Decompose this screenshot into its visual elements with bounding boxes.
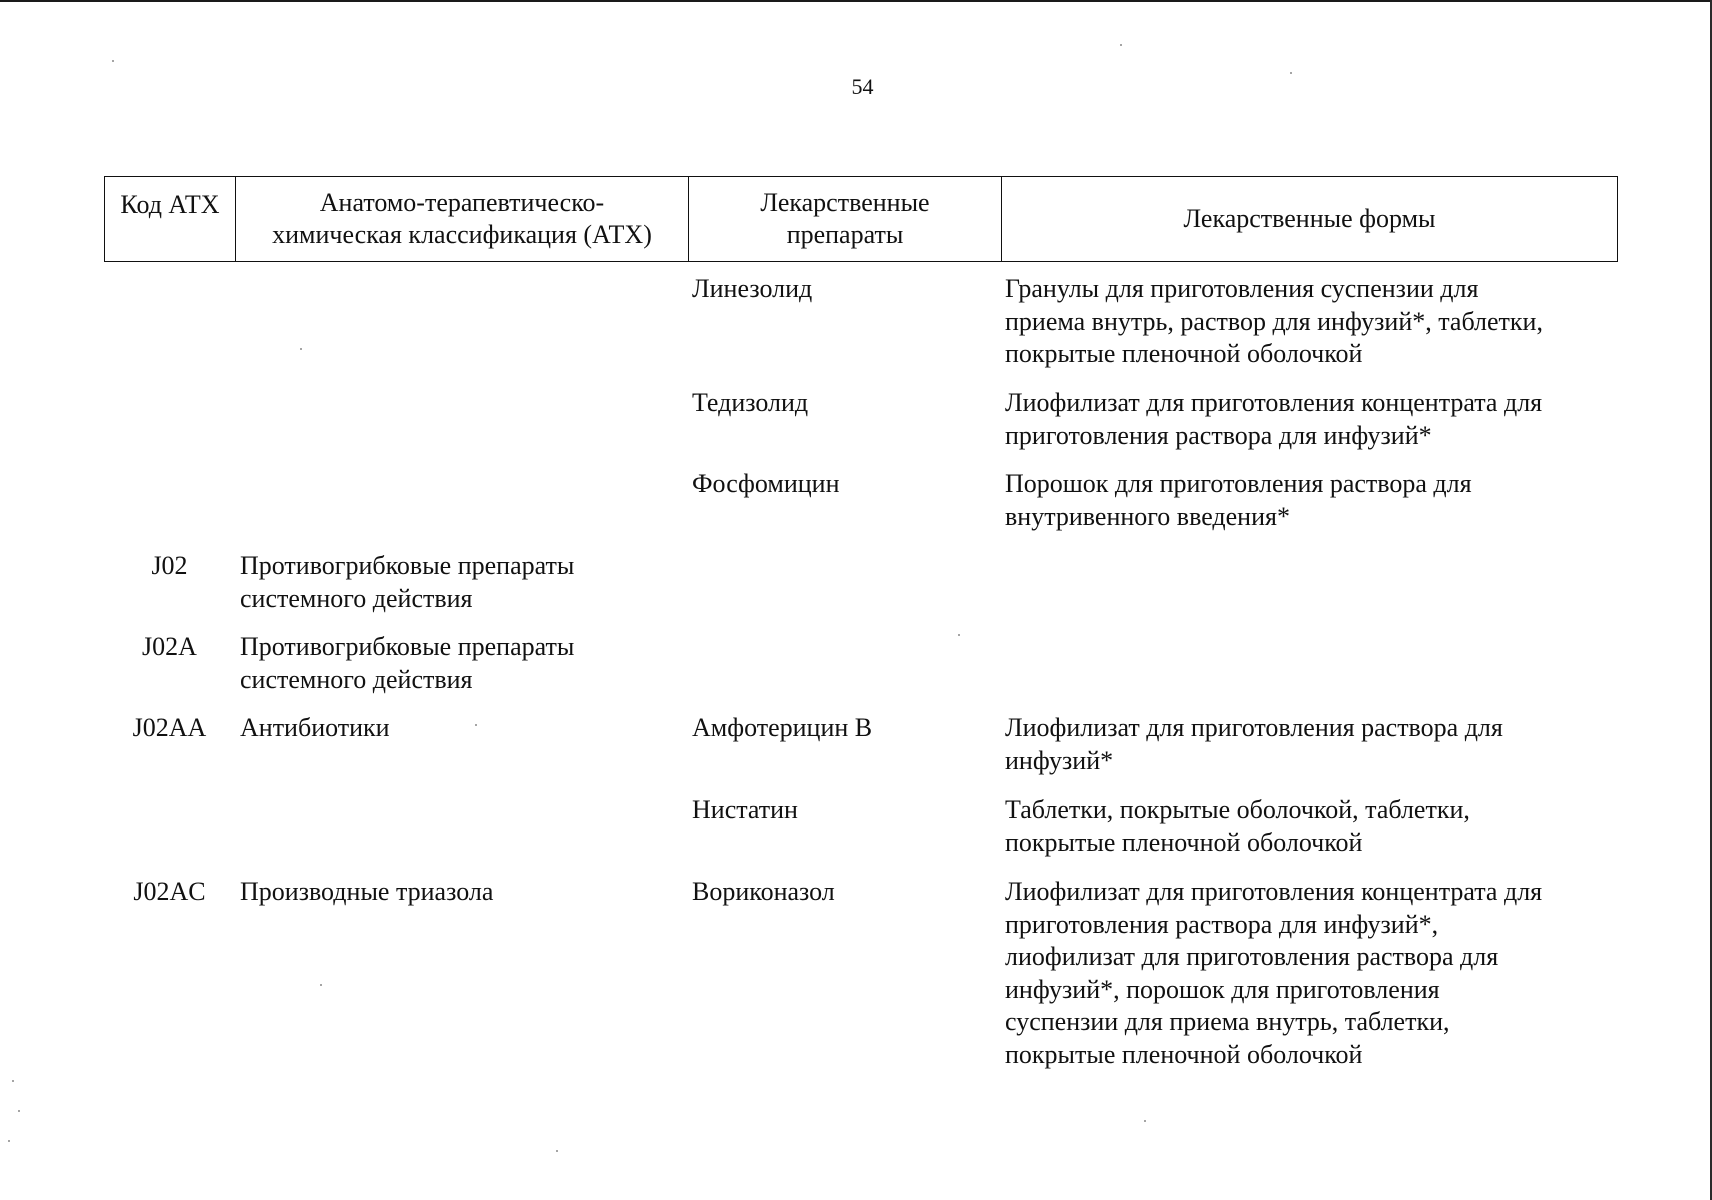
- page-top-edge: [0, 0, 1712, 2]
- form-line: инфузий*: [1005, 745, 1114, 775]
- drug-cell: [692, 876, 992, 909]
- form-line: Порошок для приготовления раствора для: [1005, 469, 1472, 498]
- header-drug-line1: Лекарственные: [760, 188, 930, 217]
- form-cell: [1005, 273, 1615, 371]
- form-cell: [1005, 468, 1615, 533]
- scan-speck: [300, 348, 302, 350]
- header-drug-line2: препараты: [786, 220, 904, 249]
- form-line: Таблетки, покрытые оболочкой, таблетки,: [1005, 795, 1470, 824]
- table-header: [104, 176, 1618, 262]
- form-line: Лиофилизат для приготовления концентрата для: [1005, 388, 1543, 417]
- header-atc-cell: [236, 177, 689, 261]
- atc-cell: [240, 631, 680, 696]
- code-cell: J02A: [142, 632, 197, 661]
- header-form: Лекарственные формы: [1183, 204, 1436, 233]
- atc-line: системного действия: [240, 664, 473, 694]
- form-line: приема внутрь, раствор для инфузий*, таблетки,: [1005, 306, 1543, 336]
- scan-speck: [8, 1140, 10, 1142]
- atc-cell: [240, 876, 680, 909]
- scan-speck: [958, 634, 960, 636]
- atc-line: системного действия: [240, 583, 473, 613]
- scan-speck: [18, 1110, 20, 1112]
- form-line: лиофилизат для приготовления раствора для: [1005, 942, 1499, 971]
- header-atc-line1: Анатомо-терапевтическо-: [319, 188, 605, 217]
- form-line: Лиофилизат для приготовления концентрата для: [1005, 877, 1543, 906]
- scan-speck: [320, 984, 322, 986]
- drug-name: Фосфомицин: [692, 469, 840, 498]
- drug-name: Нистатин: [692, 795, 798, 824]
- drug-name: Тедизолид: [692, 388, 809, 417]
- scan-speck: [556, 1150, 558, 1152]
- header-code-cell: [105, 177, 236, 261]
- code-cell: J02AA: [132, 713, 207, 742]
- drug-cell: [692, 387, 992, 420]
- form-line: суспензии для приема внутрь, таблетки,: [1005, 1007, 1450, 1036]
- header-atc-line2: химическая классификация (АТХ): [272, 220, 652, 249]
- scan-speck: [112, 60, 114, 62]
- header-drug-cell: [689, 177, 1002, 261]
- drug-name: Линезолид: [692, 274, 813, 303]
- form-cell: [1005, 876, 1615, 1071]
- scan-speck: [12, 1080, 14, 1082]
- form-line: инфузий*, порошок для приготовления: [1005, 974, 1440, 1004]
- form-cell: [1005, 387, 1615, 452]
- atc-line: Противогрибковые препараты: [240, 551, 575, 580]
- drug-cell: [692, 273, 992, 306]
- atc-line: Производные триазола: [240, 877, 494, 906]
- drug-cell: [692, 468, 992, 501]
- form-cell: [1005, 712, 1615, 777]
- atc-cell: [240, 550, 680, 615]
- code-cell: J02: [151, 551, 188, 580]
- header-form-cell: [1002, 177, 1617, 261]
- scan-speck: [1144, 1120, 1146, 1122]
- form-line: Гранулы для приготовления суспензии для: [1005, 274, 1479, 303]
- drug-cell: [692, 794, 992, 827]
- scan-speck: [1120, 44, 1122, 46]
- code-cell: J02AC: [133, 877, 206, 906]
- atc-cell: [240, 712, 680, 745]
- scan-speck: [1290, 72, 1292, 74]
- form-line: покрытые пленочной оболочкой: [1005, 339, 1363, 368]
- drug-name: Амфотерицин В: [692, 713, 873, 742]
- form-line: покрытые пленочной оболочкой: [1005, 1039, 1363, 1069]
- header-code: Код АТХ: [120, 190, 220, 219]
- form-line: внутривенного введения*: [1005, 501, 1290, 531]
- scan-speck: [475, 724, 477, 726]
- drug-name: Вориконазол: [692, 877, 835, 906]
- page-number: 54: [851, 74, 874, 99]
- form-line: покрытые пленочной оболочкой: [1005, 827, 1363, 857]
- form-line: Лиофилизат для приготовления раствора для: [1005, 713, 1503, 742]
- form-line: приготовления раствора для инфузий*,: [1005, 909, 1439, 939]
- form-line: приготовления раствора для инфузий*: [1005, 420, 1432, 450]
- atc-line: Антибиотики: [240, 713, 390, 742]
- drug-cell: [692, 712, 992, 745]
- form-cell: [1005, 794, 1615, 859]
- atc-line: Противогрибковые препараты: [240, 632, 575, 661]
